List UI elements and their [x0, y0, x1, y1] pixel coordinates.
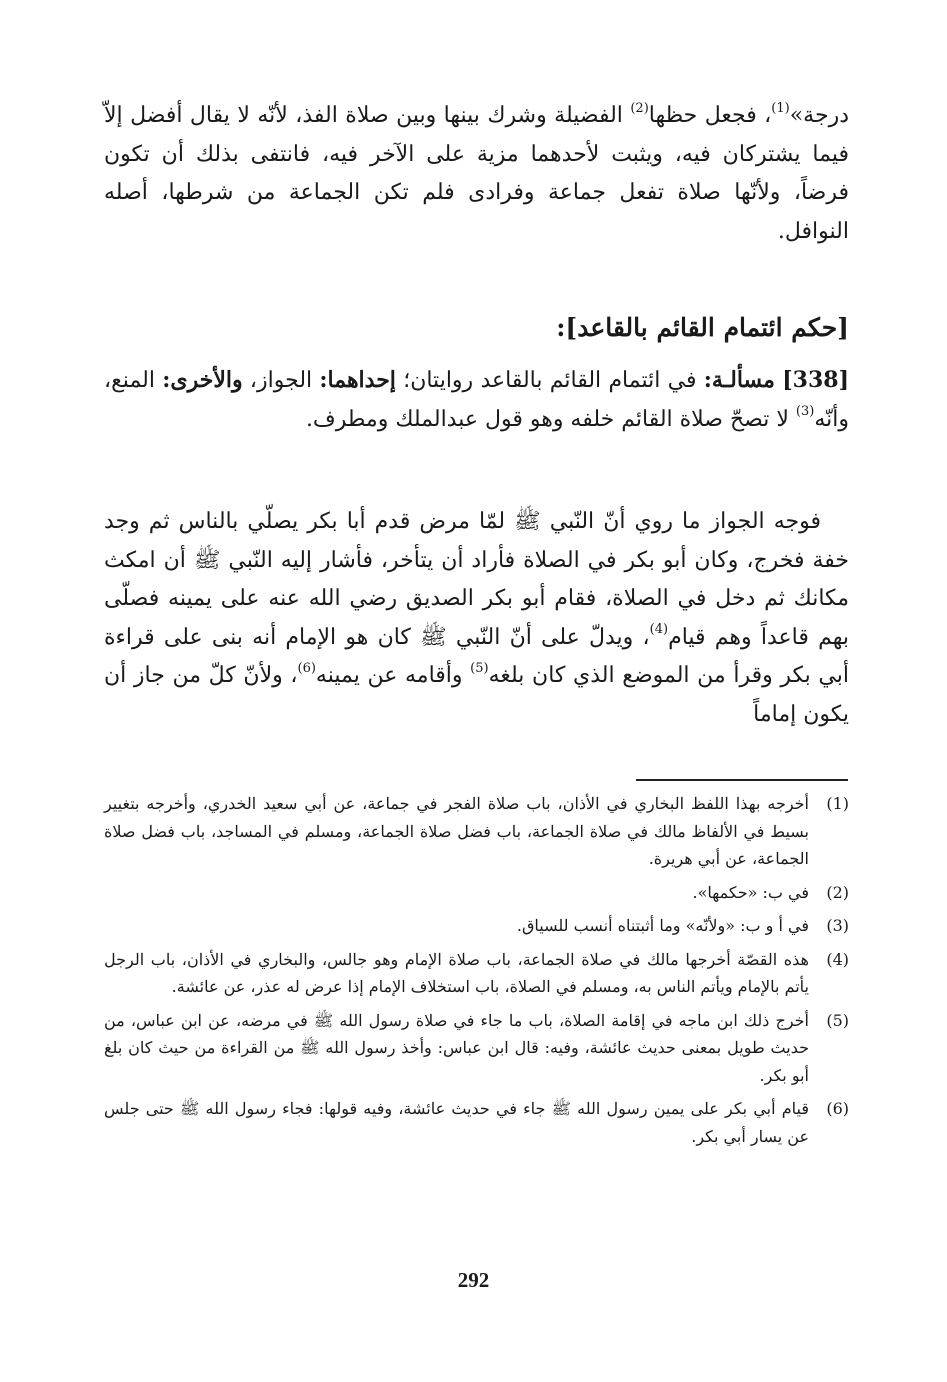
page-number: 292	[457, 1268, 490, 1292]
text-run: وأقامه عن يمينه	[315, 663, 471, 688]
paragraph-1	[104, 97, 849, 251]
footnote-ref-2: (2)	[630, 100, 649, 116]
footnote-text: في ب: «حكمها».	[692, 882, 809, 902]
footnote	[104, 790, 849, 873]
footnote-text: قيام أبي بكر على يمين رسول الله ﷺ جاء في حديث عائشة، وفيه قولها: فجاء رسول الله ﷺ حتى جلس عن يسار أبي بكر.	[104, 1099, 809, 1146]
footnote-ref-4: (4)	[649, 622, 669, 638]
text-run: لا تصحّ صلاة القائم خلفه وهو قول عبدالملك ومطرف.	[305, 406, 796, 432]
footnote-ref-1: (1)	[771, 100, 790, 116]
footnote	[104, 912, 849, 940]
text-run: الفضيلة وشرك بينها وبين صلاة الفذ، لأنّه لا يقال أفضل إلاّ فيما يشتركان فيه، ويثبت لأحدهما مزية على الآخر فيه، فانتفى بذلك أن تكون فرضاً، ولأنّها صلاة تفعل جماعة وفرادى فلم تكن الجماعة من شرطها، أصله النوافل.	[104, 103, 849, 244]
footnote-text: في أ و ب: «ولأنّه» وما أثبتناه أنسب للسياق.	[516, 916, 809, 935]
footnote-number: (2)	[826, 882, 849, 902]
text-run: ، ويدلّ على أنّ النّبي ﷺ كان هو الإمام أنه بنى على قراءة أبي بكر وقرأ من الموضع الذي كان بلغه	[104, 624, 849, 688]
footnote-text: هذه القصّة أخرجها مالك في صلاة الجماعة، باب صلاة الإمام وهو جالس، والبخاري في الأذان، باب الرجل يأتم بالإمام ويأتم الناس به، ومسلم في الصلاة، باب استخلاف الإمام إذا عرض له عذر، عن عائشة.	[104, 949, 809, 996]
section-heading: [حكم ائتمام القائم بالقاعد]:	[556, 313, 849, 342]
footnote-ref-6: (6)	[297, 660, 316, 676]
footnote-number: (4)	[826, 949, 849, 969]
issue-label: مسألـة:	[703, 367, 775, 393]
paragraph-2	[104, 361, 849, 439]
text-run: الجواز،	[242, 368, 320, 393]
footnote-ref-3: (3)	[795, 404, 815, 420]
text-run: فوجه الجواز ما روي أنّ النّبي ﷺ لمّا مرض قدم أبا بكر يصلّي بالناس ثم وجد خفة فخرج، وكان أبو بكر في الصلاة فأراد أن يتأخر، فأشار إليه النّبي ﷺ أن امكث مكانك ثم دخل في الصلاة، فقام أبو بكر الصديق رضي الله عنه على يمينه فصلّى بهم قاعداً وهم قيام	[104, 509, 849, 650]
text-run: درجة»	[789, 103, 849, 128]
text-run: ، ولأنّ كلّ من جاز أن يكون إماماً	[104, 663, 849, 727]
footnote-number: (3)	[826, 916, 849, 935]
issue-number: [338]	[782, 367, 849, 393]
second-opinion-label: والأخرى:	[162, 367, 243, 393]
footnote-separator	[636, 779, 848, 781]
footnote	[104, 946, 849, 1001]
text-run: المنع، وأنّه	[104, 368, 849, 432]
footnote-text: أخرج ذلك ابن ماجه في إقامة الصلاة، باب ما جاء في صلاة رسول الله ﷺ في مرضه، عن ابن عباس، من حديث طويل بمعنى حديث عائشة، وفيه: قال ابن عباس: وأخذ رسول الله ﷺ من القراءة من حيث كان بلغ أبو بكر.	[104, 1010, 809, 1085]
text-run: في ائتمام القائم بالقاعد روايتان؛	[395, 368, 704, 393]
footnote	[104, 1095, 849, 1150]
footnote	[104, 879, 849, 907]
paragraph-3	[104, 503, 849, 734]
first-opinion-label: إحداهما:	[319, 367, 396, 393]
text-run: ، فجعل حظها	[648, 103, 772, 128]
footnote	[104, 1007, 849, 1090]
footnote-number: (5)	[826, 1010, 849, 1030]
footnotes	[104, 790, 849, 1156]
footnote-number: (1)	[826, 794, 849, 813]
footnote-text: أخرجه بهذا اللفظ البخاري في الأذان، باب صلاة الفجر في جماعة، عن أبي سعيد الخدري، وأخرجه بتغيير بسيط في الألفاظ مالك في صلاة الجماعة، باب فضل صلاة الجماعة، ومسلم في المساجد، باب فضل صلاة الجماعة، عن أبي هريرة.	[104, 794, 809, 868]
footnote-number: (6)	[826, 1099, 849, 1118]
footnote-ref-5: (5)	[470, 660, 489, 676]
